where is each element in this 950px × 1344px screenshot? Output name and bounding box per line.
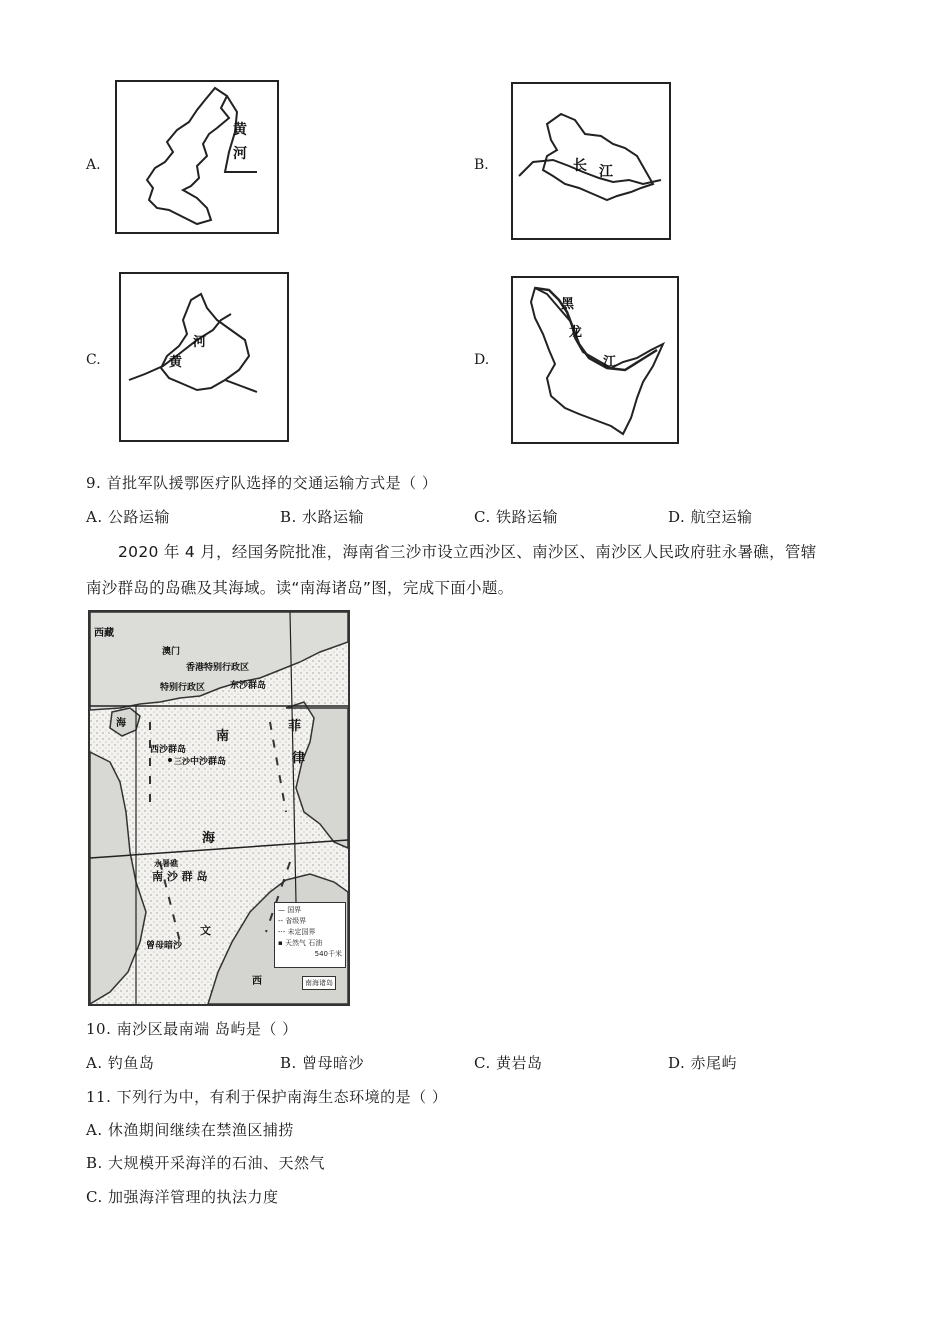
map-label-xisha: 西沙群岛 xyxy=(150,745,187,755)
label-he: 河 xyxy=(233,146,247,162)
map-label-fei: 菲 xyxy=(288,719,302,734)
q11-option-b[interactable]: B. 大规模开采海洋的石油、天然气 xyxy=(86,1154,326,1172)
q10-option-d[interactable]: D. 赤尾屿 xyxy=(668,1054,738,1072)
south-china-sea-map xyxy=(88,610,350,1006)
map-label-xi: 西 xyxy=(252,976,262,987)
map-label-yongshu: 永暑礁 xyxy=(154,859,178,868)
passage-line-1: 2020 年 4 月，经国务院批准，海南省三沙市设立西沙区、南沙区、南沙区人民政府驻永暑礁，管辖 xyxy=(118,543,817,561)
legend-item: — 国界 xyxy=(278,906,302,914)
label-he-c: 河 xyxy=(193,335,207,350)
option-c-letter: C. xyxy=(86,352,101,368)
map-inset-label: 南海诸岛 xyxy=(302,976,336,990)
label-hei: 黑 xyxy=(561,297,575,312)
label-jiang-d: 江 xyxy=(603,355,617,370)
label-huang-c: 黄 xyxy=(169,355,183,370)
q9-option-c[interactable]: C. 铁路运输 xyxy=(474,508,558,526)
label-long: 龙 xyxy=(569,325,583,340)
q11-option-a[interactable]: A. 休渔期间继续在禁渔区捕捞 xyxy=(86,1121,294,1139)
option-b-letter: B. xyxy=(474,157,489,173)
map-label-wen: 文 xyxy=(200,924,211,937)
shaanxi-outline-map xyxy=(117,82,277,232)
option-d-letter: D. xyxy=(474,352,490,368)
map-label-hainan: 海 xyxy=(116,718,126,729)
map-option-b xyxy=(511,82,671,240)
map-legend xyxy=(274,902,346,968)
map-label-nan: 南 xyxy=(216,729,230,744)
question-10-stem: 10. 南沙区最南端 岛屿是（ ） xyxy=(86,1020,298,1038)
map-label-sansha: 三沙 xyxy=(174,757,190,766)
q10-option-c[interactable]: C. 黄岩岛 xyxy=(474,1054,543,1072)
map-label-nansha: 南 沙 群 岛 xyxy=(152,870,208,883)
map-label-zengmu: 曾母暗沙 xyxy=(146,941,183,951)
legend-item: -- 省级界 xyxy=(278,917,307,925)
q9-option-d[interactable]: D. 航空运输 xyxy=(668,508,753,526)
map-label-dongsha: 东沙群岛 xyxy=(230,681,267,691)
map-label-aomen-sar: 特别行政区 xyxy=(160,683,206,693)
hubei-outline-map xyxy=(513,84,669,238)
question-11-stem: 11. 下列行为中，有利于保护南海生态环境的是（ ） xyxy=(86,1088,448,1106)
legend-item: ▪ 天然气 石油 xyxy=(278,939,323,947)
map-option-d xyxy=(511,276,679,444)
q11-option-c[interactable]: C. 加强海洋管理的执法力度 xyxy=(86,1188,279,1206)
legend-scale: 540千米 xyxy=(314,950,342,958)
legend-item: -·- 未定国界 xyxy=(278,928,316,936)
q9-option-b[interactable]: B. 水路运输 xyxy=(280,508,365,526)
q9-option-a[interactable]: A. 公路运输 xyxy=(86,508,170,526)
map-label-hai: 海 xyxy=(202,831,216,846)
passage-line-2: 南沙群岛的岛礁及其海域。读“南海诸岛”图，完成下面小题。 xyxy=(86,579,514,597)
sansha-city-dot xyxy=(168,758,172,762)
map-label-aomen: 澳门 xyxy=(162,647,181,657)
map-label-xianggang: 香港特别行政区 xyxy=(186,663,250,673)
map-label-xizang: 西藏 xyxy=(94,628,114,639)
map-label-zhongsha: 中沙群岛 xyxy=(190,757,227,767)
shanxi-henan-outline-map xyxy=(121,274,287,440)
map-option-c xyxy=(119,272,289,442)
label-chang: 长 xyxy=(573,158,587,174)
label-huang: 黄 xyxy=(233,122,247,138)
q10-option-a[interactable]: A. 钓鱼岛 xyxy=(86,1054,155,1072)
label-jiang: 江 xyxy=(599,164,613,180)
question-9-stem: 9. 首批军队援鄂医疗队选择的交通运输方式是（ ） xyxy=(86,474,438,492)
heilongjiang-outline-map xyxy=(513,278,677,442)
q10-option-b[interactable]: B. 曾母暗沙 xyxy=(280,1054,365,1072)
option-a-letter: A. xyxy=(86,157,101,173)
map-option-a xyxy=(115,80,279,234)
map-label-lv: 律 xyxy=(292,751,306,766)
